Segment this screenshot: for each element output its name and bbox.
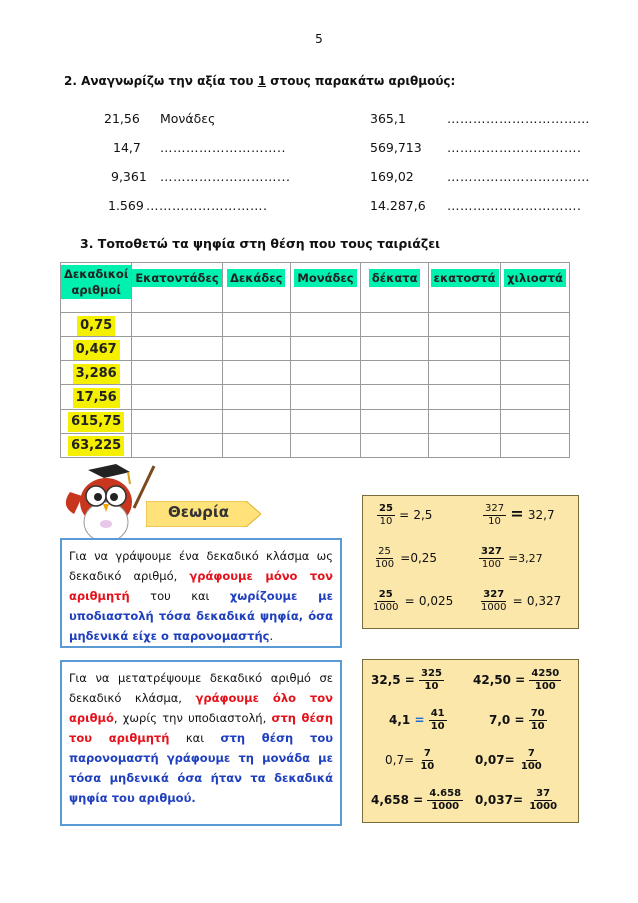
answer-cell[interactable] (132, 385, 222, 409)
fraction: $\frac{7}{10}$ (420, 748, 435, 772)
answer-cell[interactable] (290, 433, 361, 457)
answer-cell[interactable] (290, 313, 361, 337)
exercise-3-title: 3. Τοποθετώ τα ψηφία στη θέση που τους ταιριάζει (80, 236, 441, 251)
table-row (61, 433, 570, 457)
owl-teacher-icon (58, 462, 158, 544)
header-label: Εκατοντάδες (132, 269, 221, 287)
example-13: 4,658 = $\frac{4.658}{1000}$ (371, 788, 462, 812)
answer-cell[interactable] (429, 313, 501, 337)
answer-cell[interactable] (222, 433, 290, 457)
exercise-2-title (64, 74, 455, 88)
decimal-number-cell (61, 409, 132, 433)
answer-cell[interactable] (290, 361, 361, 385)
place-value-table (60, 262, 570, 458)
answer-cell[interactable] (501, 409, 570, 433)
answer-cell[interactable] (429, 361, 501, 385)
examples-decimal-to-fraction (362, 659, 579, 823)
answer-cell[interactable] (222, 385, 290, 409)
fraction: $\frac{327}{100}$ (481, 546, 502, 570)
ex2-left-number-4: 1.569 (108, 198, 144, 213)
decimal-number-cell (61, 385, 132, 409)
fraction: $\frac{7}{100}$ (520, 748, 542, 772)
examples-fraction-to-decimal (362, 495, 579, 629)
header-tenths (361, 263, 429, 313)
header-label: εκατοστά (431, 269, 499, 287)
example-3: $\frac{25}{100}$ =0,25 (375, 546, 438, 570)
fraction: $\frac{4250}{100}$ (531, 668, 560, 692)
ex2-right-number-2: 569,713 (370, 140, 422, 155)
fraction: $\frac{37}{1000}$ (529, 788, 558, 812)
answer-cell[interactable] (290, 409, 361, 433)
exercise-2-title-prefix: 2. Αναγνωρίζω την αξία του (64, 74, 258, 88)
theory-box-fraction-to-decimal (60, 538, 342, 648)
answer-cell[interactable] (361, 433, 429, 457)
example-1: $\frac{25}{10}$ = 2,5 (379, 503, 433, 527)
answer-cell[interactable] (501, 433, 570, 457)
theory-text: Για να μετατρέψουμε δεκαδικό αριθμό σε δεκαδικό κλάσμα, (69, 671, 333, 705)
ex2-left-answer-4[interactable]: ………………………. (146, 198, 268, 213)
example-6: $\frac{327}{1000}$ = 0,327 (481, 589, 562, 613)
decimal-number: 3,286 (73, 364, 120, 384)
fraction: $\frac{327}{10}$ (485, 503, 505, 527)
answer-cell[interactable] (501, 313, 570, 337)
answer-cell[interactable] (222, 313, 290, 337)
theory-paragraph-2 (62, 662, 340, 808)
table-header-row (61, 263, 570, 313)
answer-cell[interactable] (222, 337, 290, 361)
table-row (61, 361, 570, 385)
decimal-number: 615,75 (68, 412, 124, 432)
answer-cell[interactable] (222, 409, 290, 433)
ex2-right-answer-4[interactable]: …………………………. (447, 198, 582, 213)
exercise-2-title-digit: 1 (257, 74, 267, 88)
example-12: 0,07= $\frac{7}{100}$ (475, 748, 542, 772)
theory-label: Θεωρία (168, 503, 230, 521)
answer-cell[interactable] (361, 409, 429, 433)
theory-red-text: στη θέση του αριθμητή (69, 711, 334, 745)
example-8: 42,50 = $\frac{4250}{100}$ (473, 668, 560, 692)
header-label: δέκατα (369, 269, 421, 287)
theory-text: του και (129, 589, 230, 603)
fraction: $\frac{325}{10}$ (421, 668, 442, 692)
ex2-right-answer-2[interactable]: …………………………. (447, 140, 582, 155)
table-row (61, 313, 570, 337)
fraction: $\frac{41}{10}$ (430, 708, 445, 732)
decimal-number-cell (61, 313, 132, 337)
ex2-left-answer-3[interactable]: ………………………... (160, 169, 291, 184)
theory-blue-text: στη θέση του παρονομαστή γράφουμε τη μονάδα με τόσα μηδενικά όσα ήταν τα δεκαδικά ψηφία του αριθμού. (69, 731, 334, 805)
page-number: 5 (315, 32, 323, 46)
exercise-2-title-suffix: στους παρακάτω αριθμούς: (266, 74, 456, 88)
answer-cell[interactable] (429, 385, 501, 409)
header-label: Δεκάδες (227, 269, 286, 287)
fraction: $\frac{70}{10}$ (530, 708, 545, 732)
answer-cell[interactable] (132, 361, 222, 385)
header-tens (222, 263, 290, 313)
answer-cell[interactable] (361, 361, 429, 385)
answer-cell[interactable] (361, 313, 429, 337)
ex2-right-answer-1[interactable]: …………………………… (447, 111, 590, 126)
answer-cell[interactable] (132, 433, 222, 457)
ex2-left-number-1: 21,56 (104, 111, 140, 126)
example-9: 4,1 = $\frac{41}{10}$ (389, 708, 445, 732)
decimal-number: 17,56 (73, 388, 120, 408)
example-4: $\frac{327}{100}$ =3,27 (481, 546, 543, 570)
theory-text: και (169, 731, 221, 745)
answer-cell[interactable] (132, 409, 222, 433)
decimal-number: 63,225 (68, 436, 124, 456)
ex2-left-answer-2[interactable]: ……………………….. (160, 140, 286, 155)
header-hundredths (429, 263, 501, 313)
answer-cell[interactable] (222, 361, 290, 385)
answer-cell[interactable] (429, 337, 501, 361)
answer-cell[interactable] (501, 361, 570, 385)
theory-paragraph-1 (62, 540, 340, 646)
header-hundreds (132, 263, 222, 313)
answer-cell[interactable] (290, 385, 361, 409)
header-units (290, 263, 361, 313)
theory-blue-text: χωρίζουμε με υποδιαστολή τόσα δεκαδικά ψηφία, όσα μηδενικά είχε ο παρονομαστής (69, 589, 333, 643)
ex2-right-answer-3[interactable]: …………………………… (447, 169, 590, 184)
answer-cell[interactable] (361, 385, 429, 409)
ex2-right-number-3: 169,02 (370, 169, 414, 184)
answer-cell[interactable] (290, 337, 361, 361)
ex2-left-answer-1: Μονάδες (160, 111, 216, 126)
header-label: Δεκαδικοί αριθμοί (61, 265, 131, 299)
decimal-number-cell (61, 337, 132, 361)
table-row (61, 337, 570, 361)
fraction: $\frac{327}{1000}$ (481, 589, 507, 613)
theory-box-decimal-to-fraction (60, 660, 342, 826)
decimal-number-cell (61, 361, 132, 385)
example-7: 32,5 = $\frac{325}{10}$ (371, 668, 442, 692)
table-row (61, 385, 570, 409)
fraction: $\frac{25}{100}$ (375, 546, 395, 570)
example-14: 0,037= $\frac{37}{1000}$ (475, 788, 558, 812)
ex2-left-number-2: 14,7 (113, 140, 141, 155)
theory-text: Για να γράψουμε ένα δεκαδικό κλάσμα ως δεκαδικό αριθμό, (69, 549, 333, 583)
decimal-number-cell (61, 433, 132, 457)
theory-text: , χωρίς την υποδιαστολή, (113, 711, 272, 725)
answer-cell[interactable] (132, 313, 222, 337)
fraction: $\frac{4.658}{1000}$ (429, 788, 462, 812)
header-decimal-numbers (61, 263, 132, 313)
example-5: $\frac{25}{1000}$ = 0,025 (373, 589, 454, 613)
theory-red-text: γράφουμε μόνο τον αριθμητή (69, 569, 333, 603)
answer-cell[interactable] (132, 337, 222, 361)
answer-cell[interactable] (429, 433, 501, 457)
header-label: χιλιοστά (504, 269, 566, 287)
ex2-right-number-1: 365,1 (370, 111, 406, 126)
table-row (61, 409, 570, 433)
answer-cell[interactable] (361, 337, 429, 361)
header-label: Μονάδες (294, 269, 356, 287)
ex2-left-number-3: 9,361 (111, 169, 147, 184)
answer-cell[interactable] (429, 409, 501, 433)
example-11: 0,7= $\frac{7}{10}$ (385, 748, 435, 772)
fraction: $\frac{25}{1000}$ (373, 589, 399, 613)
answer-cell[interactable] (501, 385, 570, 409)
decimal-number: 0,467 (73, 340, 120, 360)
fraction: $\frac{25}{10}$ (379, 503, 393, 527)
example-10: 7,0 = $\frac{70}{10}$ (489, 708, 545, 732)
decimal-number: 0,75 (77, 316, 115, 336)
header-thousandths (501, 263, 570, 313)
ex2-right-number-4: 14.287,6 (370, 198, 426, 213)
theory-text: . (269, 629, 274, 643)
answer-cell[interactable] (501, 337, 570, 361)
theory-red-text: γράφουμε όλο τον αριθμό (69, 691, 334, 725)
example-2: $\frac{327}{10}$ = 32,7 (485, 503, 555, 527)
